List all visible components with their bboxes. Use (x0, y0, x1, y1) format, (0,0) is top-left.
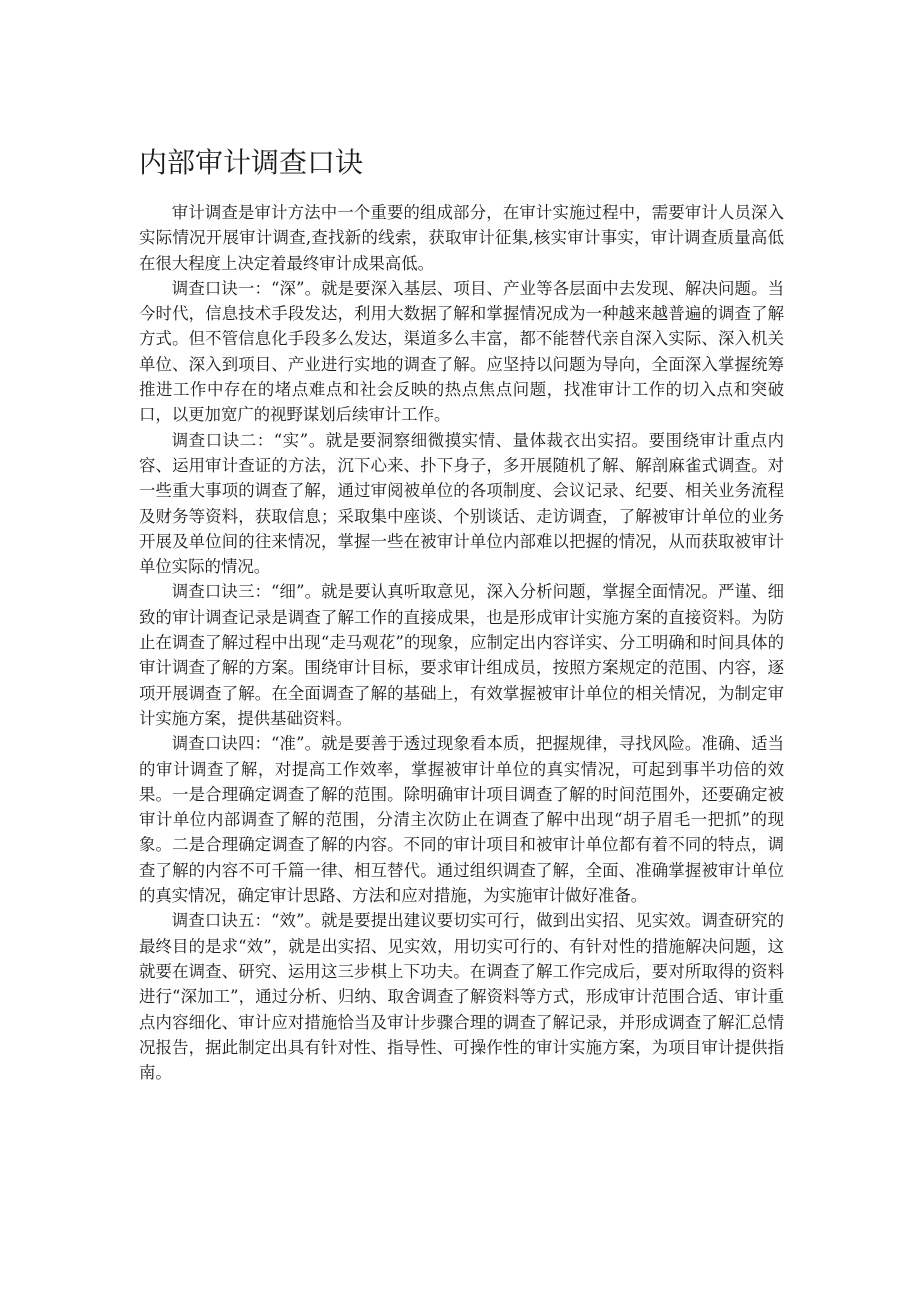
document-title: 内部审计调查口诀 (139, 146, 364, 179)
paragraph-mnemonic-2: 调查口诀二：“实”。就是要洞察细微摸实情、量体裁衣出实招。要围绕审计重点内容、运用审计查证的方法，沉下心来、扑下身子，多开展随机了解、解剖麻雀式调查。对一些重大事项的调查了解，通过审阅被单位的各项制度、会议记录、纪要、相关业务流程及财务等资料，获取信息；采取集中座谈、个别谈话、走访调查，了解被审计单位的业务开展及单位间的往来情况，掌握一些在被审计单位内部难以把握的情况，从而获取被审计单位实际的情况。 (139, 430, 784, 577)
paragraph-mnemonic-5: 调查口诀五：“效”。就是要提出建议要切实可行，做到出实招、见实效。调查研究的最终目的是求“效”，就是出实招、见实效，用切实可行的、有针对性的措施解决问题，这就要在调查、研究、运用这三步棋上下功夫。在调查了解工作完成后，要对所取得的资料进行“深加工”，通过分析、归纳、取舍调查了解资料等方式，形成审计范围合适、审计重点内容细化、审计应对措施恰当及审计步骤合理的调查了解记录，并形成调查了解汇总情况报告，据此制定出具有针对性、指导性、可操作性的审计实施方案，为项目审计提供指南。 (139, 911, 784, 1083)
paragraph-mnemonic-3: 调查口诀三：“细”。就是要认真听取意见，深入分析问题，掌握全面情况。严谨、细致的审计调查记录是调查了解工作的直接成果，也是形成审计实施方案的直接资料。为防止在调查了解过程中出现“走马观花”的现象，应制定出内容详实、分工明确和时间具体的审计调查了解的方案。围绕审计目标，要求审计组成员，按照方案规定的范围、内容，逐项开展调查了解。在全面调查了解的基础上，有效掌握被审计单位的相关情况，为制定审计实施方案，提供基础资料。 (139, 582, 784, 728)
paragraph-mnemonic-1: 调查口诀一：“深”。就是要深入基层、项目、产业等各层面中去发现、解决问题。当今时代，信息技术手段发达，利用大数据了解和掌握情况成为一种越来越普遍的调查了解方式。但不管信息化手段多么发达，渠道多么丰富，都不能替代亲自深入实际、深入机关单位、深入到项目、产业进行实地的调查了解。应坚持以问题为导向，全面深入掌握统筹推进工作中存在的堵点难点和社会反映的热点焦点问题，找准审计工作的切入点和突破口，以更加宽广的视野谋划后续审计工作。 (139, 278, 784, 425)
paragraph-intro: 审计调查是审计方法中一个重要的组成部分，在审计实施过程中，需要审计人员深入实际情况开展审计调查,查找新的线索，获取审计征集,核实审计事实，审计调查质量高低在很大程度上决定着最终审计成果高低。 (139, 203, 784, 273)
paragraph-mnemonic-4: 调查口诀四：“准”。就是要善于透过现象看本质，把握规律，寻找风险。准确、适当的审计调查了解，对提高工作效率，掌握被审计单位的真实情况，可起到事半功倍的效果。一是合理确定调查了解的范围。除明确审计项目调查了解的时间范围外，还要确定被审计单位内部调查了解的范围，分清主次防止在调查了解中出现“胡子眉毛一把抓”的现象。二是合理确定调查了解的内容。不同的审计项目和被审计单位都有着不同的特点，调查了解的内容不可千篇一律、相互替代。通过组织调查了解，全面、准确掌握被审计单位的真实情况，确定审计思路、方法和应对措施，为实施审计做好准备。 (139, 734, 784, 906)
document-body (139, 200, 784, 1085)
